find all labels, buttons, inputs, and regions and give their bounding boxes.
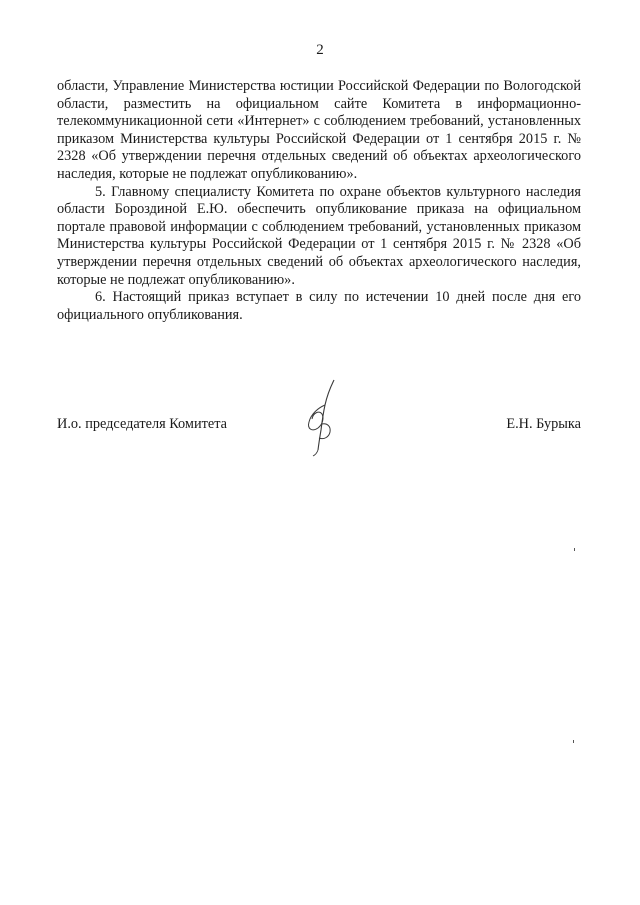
scan-speck xyxy=(573,740,574,743)
handwritten-signature xyxy=(300,378,344,458)
signer-name: Е.Н. Бурыка xyxy=(506,416,581,432)
scan-speck xyxy=(574,548,575,551)
paragraph-item-6: 6. Настоящий приказ вступает в силу по истечении 10 дней после дня его официального опубликования. xyxy=(57,289,581,323)
page-number: 2 xyxy=(316,42,324,58)
signer-title: И.о. председателя Комитета xyxy=(57,416,227,432)
document-body xyxy=(57,78,581,324)
paragraph-continuation: области, Управление Министерства юстиции Российской Федерации по Вологодской области, разместить на официальном сайте Комитета в информационно-телекоммуникационной сети «Интернет» с соблюдением требований, установленных приказом Министерства культуры Российской Федерации от 1 сентября 2015 г. № 2328 «Об утверждении перечня отдельных сведений об объектах археологического наследия, которые не подлежат опубликованию». xyxy=(57,78,581,182)
paragraph-item-5: 5. Главному специалисту Комитета по охране объектов культурного наследия области Бороздиной Е.Ю. обеспечить опубликование приказа на официальном портале правовой информации с соблюдением требований, установленных приказом Министерства культуры Российской Федерации от 1 сентября 2015 г. № 2328 «Об утверждении перечня отдельных сведений об объектах археологического наследия, которые не подлежат опубликованию». xyxy=(57,183,581,288)
